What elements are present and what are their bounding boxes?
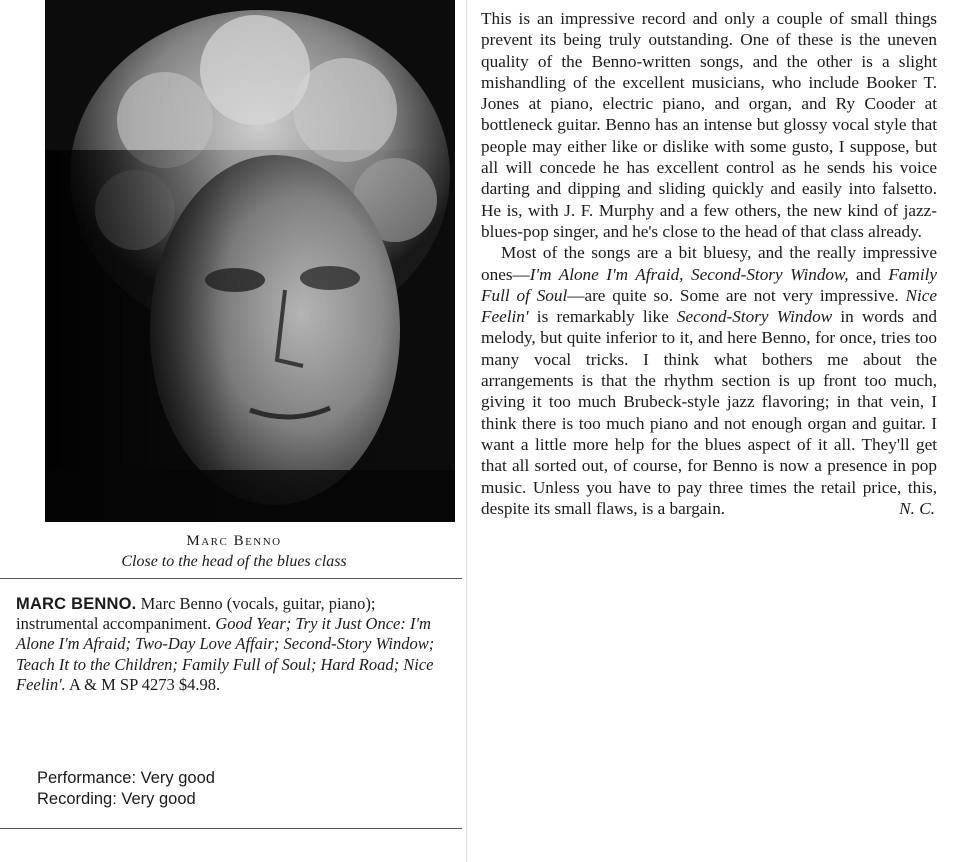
review-paragraph bbox=[481, 242, 937, 519]
listing-artist: MARC BENNO. bbox=[16, 595, 137, 613]
listing-label: A & M SP 4273 $4.98. bbox=[65, 674, 221, 694]
performance-rating: Performance: Very good bbox=[37, 769, 215, 787]
divider-line bbox=[0, 578, 462, 579]
text-span: Most of the songs are a bit bluesy, and the really impressive ones— bbox=[481, 243, 937, 284]
text-span: and bbox=[848, 264, 889, 284]
reviewer-signature: N. C. bbox=[899, 498, 935, 518]
recording-rating: Recording: Very good bbox=[37, 790, 196, 808]
song-title: Second-Story Window bbox=[676, 307, 833, 327]
song-title: Nice Feelin' bbox=[481, 285, 937, 327]
photo-caption-subtitle: Close to the head of the blues class bbox=[121, 553, 347, 570]
text-span: is remarkably like bbox=[528, 307, 677, 327]
review-paragraph: This is an impressive record and only a couple of small things prevent its being truly outstanding. One of these is the uneven quality of the Benno-written songs, and the other is a slight mishandling of the excellent musicians, who include Booker T. Jones at piano, electric piano, and organ, and Ry Cooder at bottleneck guitar. Benno has an intense but glossy vocal style that people may either like or dislike with some gusto, I suppose, but all will concede he has excellent control as he sends his voice darting and dipping and sliding quickly and easily into falsetto. He is, with J. F. Murphy and a few others, the new kind of jazz-blues-pop singer, and he's close to the head of that class already. bbox=[481, 9, 937, 241]
photo-caption-name: Marc Benno bbox=[186, 533, 282, 549]
text-span: in words and melody, but quite inferior to it, and here Benno, for once, tries too many vocal tricks. I think what bothers me about the arrangements is that the rhythm section is up front too much, giving it too much Brubeck-style jazz flavoring; in that vein, I think there is too much piano and not enough organ and guitar. I want a little more help for the blues aspect of it all. They'll get that all sorted out, of course, for Benno is now a presence in pop music. Unless you have to pay three times the retail price, this, despite its small flaws, is a bargain. bbox=[481, 307, 938, 518]
listing-tracks: Good Year; Try it Just Once: I'm Alone I'm Afraid; Two-Day Love Affair; Second-Story Window; Teach It to the Children; Family Full of Soul; Hard Road; Nice Feelin'. bbox=[16, 614, 435, 694]
ratings-block bbox=[37, 768, 437, 810]
album-listing bbox=[16, 594, 456, 695]
text-span: —are quite so. Some are not very impressive. bbox=[567, 285, 906, 305]
left-column bbox=[0, 0, 468, 862]
column-divider bbox=[466, 0, 467, 862]
song-title: I'm Alone I'm Afraid, Second-Story Window, bbox=[529, 264, 849, 284]
artist-photo bbox=[45, 0, 455, 522]
divider-line bbox=[0, 828, 462, 829]
listing-credits: Marc Benno (vocals, guitar, piano); instrumental accompaniment. bbox=[16, 594, 376, 634]
portrait-image bbox=[45, 0, 455, 522]
song-title: Family Full of Soul bbox=[481, 264, 937, 305]
review-text bbox=[481, 8, 937, 519]
